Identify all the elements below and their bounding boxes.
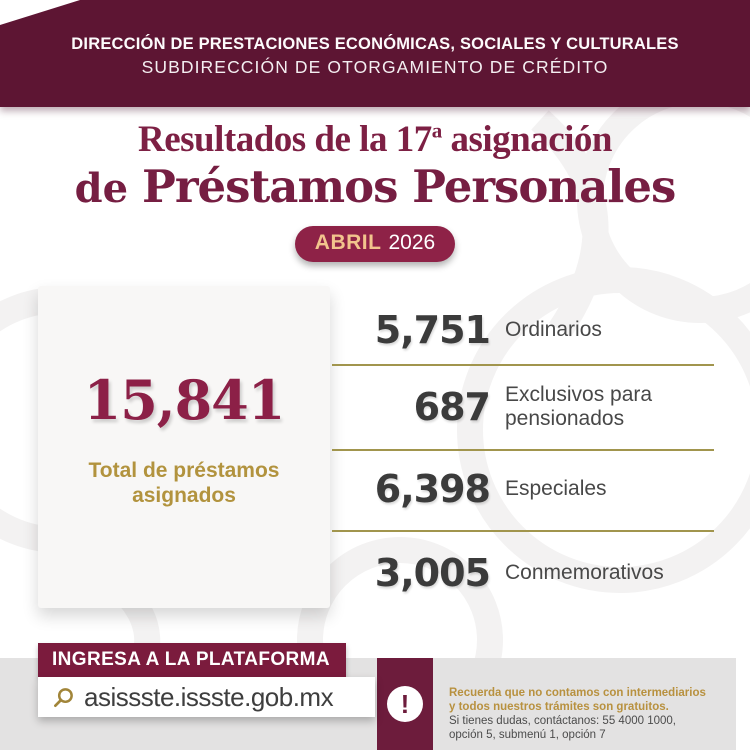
category-value: 5,751	[374, 308, 490, 352]
platform-cta-label: INGRESA A LA PLATAFORMA	[38, 643, 346, 678]
page-title-line1	[0, 118, 750, 161]
divider	[332, 364, 714, 366]
category-value: 3,005	[374, 551, 490, 595]
list-item	[332, 302, 714, 358]
title-main: Préstamos Personales	[142, 160, 676, 213]
category-value: 687	[413, 385, 490, 429]
badge-month: ABRIL	[314, 231, 382, 255]
divider	[332, 449, 714, 451]
search-icon	[52, 686, 75, 709]
title-prefix: Resultados de la	[137, 119, 396, 160]
header-subdirection-title: SUBDIRECCIÓN DE OTORGAMIENTO DE CRÉDITO	[141, 57, 609, 77]
disclaimer-line3: Si tienes dudas, contáctanos: 55 4000 1000,	[449, 715, 676, 727]
edition-ordinal: a	[431, 118, 442, 143]
category-value: 6,398	[374, 467, 490, 511]
category-label: Especiales	[505, 476, 607, 500]
platform-url[interactable]: asissste.issste.gob.mx	[84, 681, 334, 712]
list-item	[332, 544, 714, 602]
disclaimer-bold-line1: Recuerda que no contamos con intermediarios	[449, 687, 706, 699]
divider	[332, 530, 714, 532]
category-label: Ordinarios	[505, 317, 602, 341]
total-label	[89, 458, 280, 508]
title-block	[0, 118, 750, 262]
total-label-line2: asignados	[132, 484, 236, 507]
category-label: Conmemorativos	[505, 560, 664, 584]
list-item	[332, 376, 714, 438]
disclaimer-text	[449, 686, 706, 742]
badge-year: 2026	[388, 231, 436, 255]
alert-banner	[377, 658, 433, 750]
corner-notch	[0, 0, 80, 25]
category-label: Exclusivos para pensionados	[505, 382, 653, 430]
alert-icon	[387, 686, 423, 722]
platform-url-bar[interactable]	[38, 677, 375, 717]
list-item	[332, 460, 714, 518]
total-label-line1: Total de préstamos	[88, 458, 280, 482]
total-value: 15,841	[83, 367, 285, 432]
disclaimer-bold-line2: y todos nuestros trámites son gratuitos.	[449, 701, 669, 713]
total-card	[38, 286, 330, 608]
disclaimer-line4: opción 5, submenú 1, opción 7	[449, 729, 606, 741]
exclamation-glyph: !	[400, 689, 410, 719]
date-badge	[295, 226, 455, 262]
header-band	[0, 0, 750, 107]
edition-number: 17	[395, 119, 432, 160]
header-direction-title: DIRECCIÓN DE PRESTACIONES ECONÓMICAS, SOCIALES Y CULTURALES	[71, 35, 679, 53]
page-title-line2	[0, 160, 750, 213]
title-suffix: asignación	[441, 119, 613, 160]
title-de: de	[74, 165, 142, 212]
